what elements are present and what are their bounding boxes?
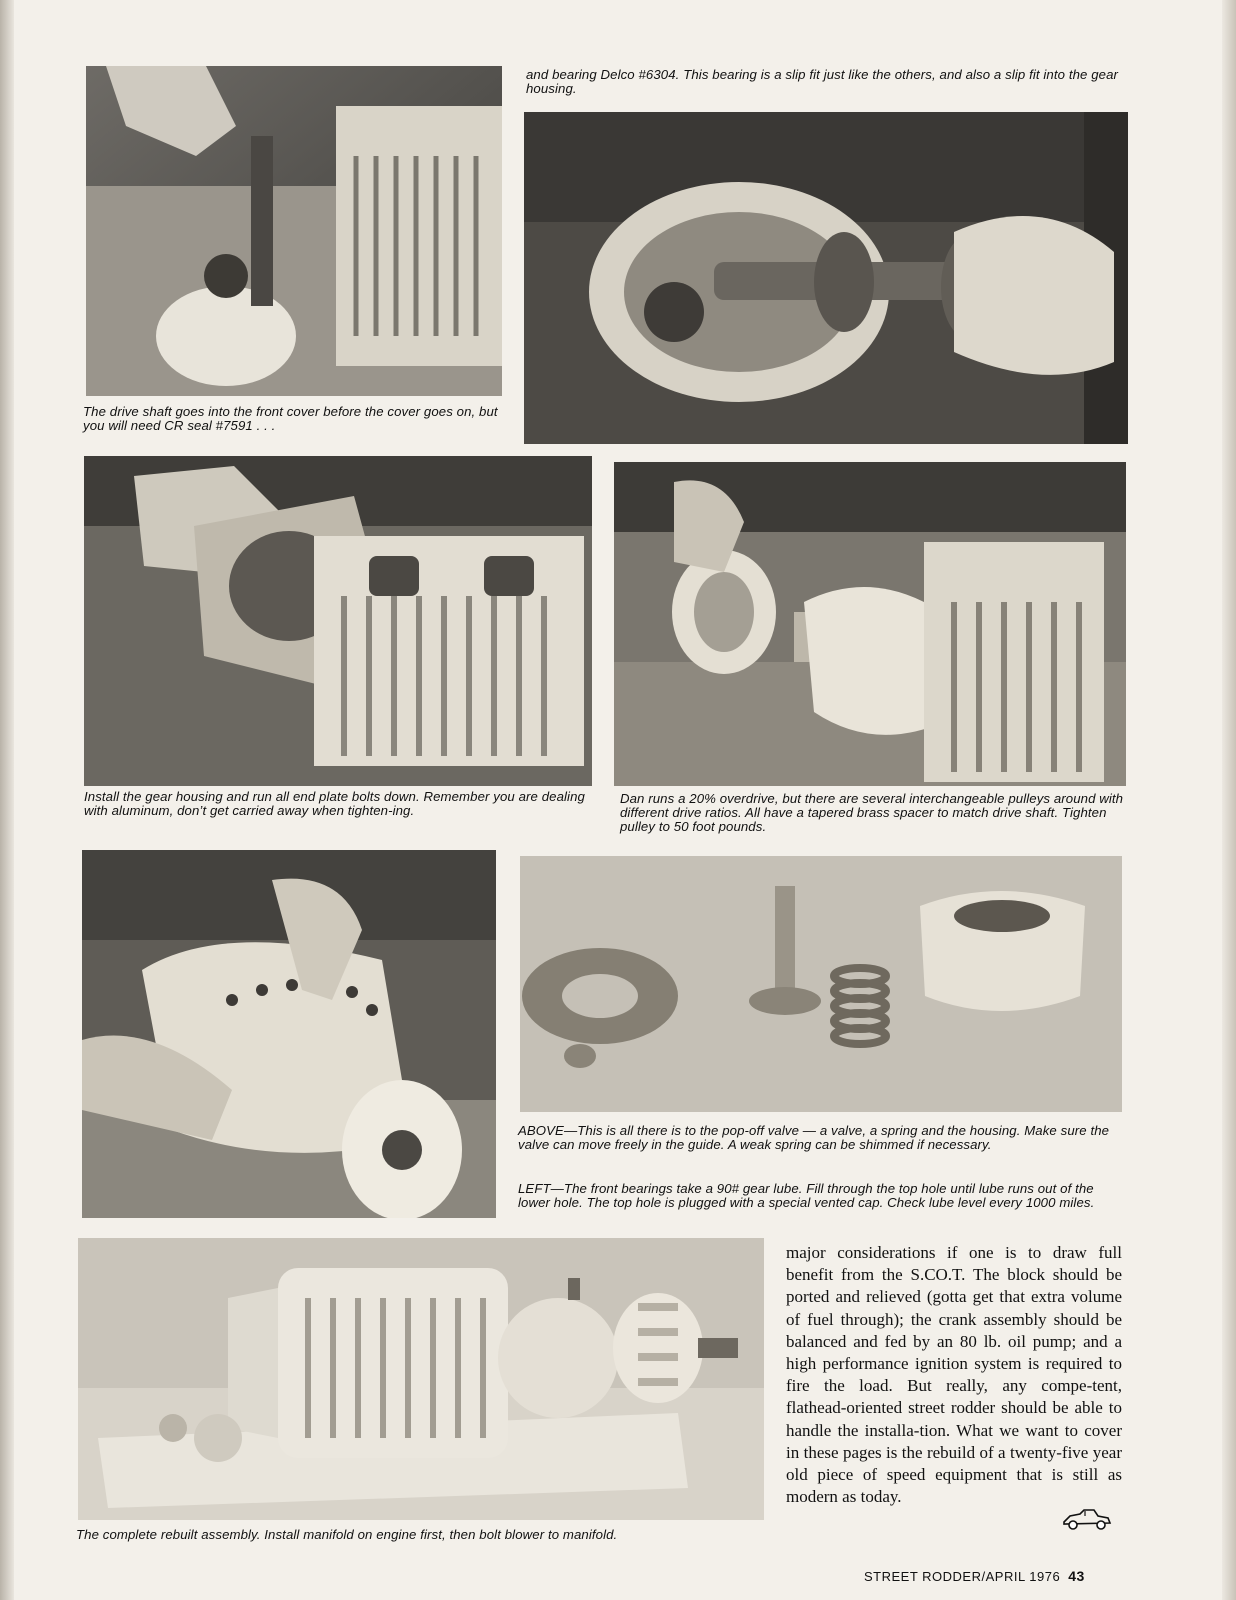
caption-left-front-bearings: LEFT—The front bearings take a 90# gear lube. Fill through the top hole until lube runs out of the lower hole. The top hole is plugged with a special vented cap. Check lube level every 1000 miles. [518,1181,1095,1210]
caption-complete-assembly: The complete rebuilt assembly. Install manifold on engine first, then bolt blower to manifold. [76,1527,618,1542]
article-body-text: major considerations if one is to draw full benefit from the S.CO.T. The block should be ported and relieved (gotta get that extra volume of fuel through); the crank assembly should be balanced and fed by an 80 lb. oil pump; and a high performance ignition system is required to fire the load. But really, any compe-tent, flathead-oriented street rodder should be able to handle the installa-tion. What we want to cover in these pages is the rebuild of a twenty-five year old piece of speed equipment that is still as modern as today. [786,1243,1122,1507]
caption-bearing-delco: and bearing Delco #6304. This bearing is a slip fit just like the others, and also a slip fit into the gear housing. [526,67,1119,96]
page-footer [864,1568,1085,1584]
car-icon [1060,1508,1112,1530]
caption-overdrive-pulley: Dan runs a 20% overdrive, but there are several interchangeable pulleys around with different drive ratios. All have a tapered brass spacer to match drive shaft. Tighten pulley to 50 foot pounds. [620,791,1124,834]
photo-pulley-overdrive [614,462,1126,786]
photo-gear-housing-install [84,456,592,786]
page-binding [0,0,14,1600]
photo-pop-off-valve-parts [520,856,1122,1112]
page-number: 43 [1068,1568,1085,1584]
publication-name: STREET RODDER/APRIL 1976 [864,1569,1061,1584]
caption-above-pop-off-valve: ABOVE—This is all there is to the pop-off valve — a valve, a spring and the housing. Make sure the valve can move freely in the guide. A weak spring can be shimmed if necessary. [518,1123,1110,1152]
photo-complete-assembly [78,1238,764,1520]
photo-drive-shaft-front-cover [86,66,502,396]
page-edge [1222,0,1236,1600]
photo-front-bearing-lube [82,850,496,1218]
photo-bearing-gear-housing [524,112,1128,444]
caption-drive-shaft: The drive shaft goes into the front cover before the cover goes on, but you will need CR seal #7591 . . . [83,404,498,433]
caption-gear-housing: Install the gear housing and run all end plate bolts down. Remember you are dealing with aluminum, don’t get carried away when tighten-ing. [84,789,585,818]
